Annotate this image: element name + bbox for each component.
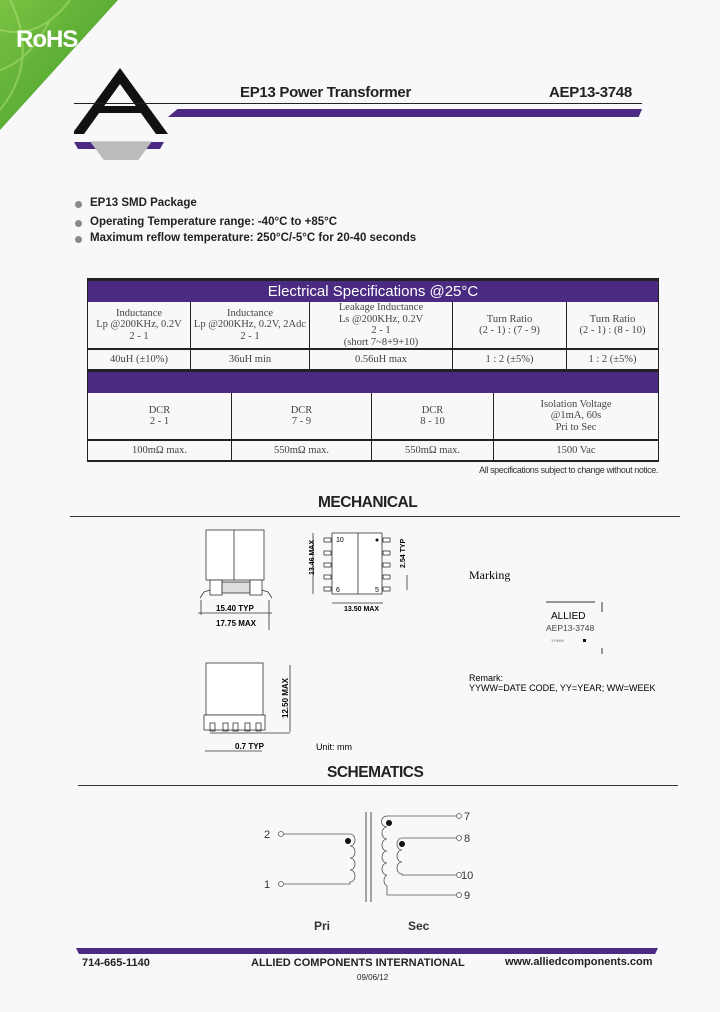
svg-text:Pri: Pri bbox=[314, 919, 331, 933]
table-cell: 36uH min bbox=[191, 349, 310, 370]
table-header-cell: Leakage Inductance Ls @200KHz, 0.2V 2 - 1 (short 7~8+9+10) bbox=[310, 302, 453, 349]
svg-text:9: 9 bbox=[464, 890, 471, 902]
table-cell: 1 : 2 (±5%) bbox=[453, 349, 567, 370]
polarity-dot-icon bbox=[386, 820, 392, 826]
footer-purple-bar bbox=[76, 948, 658, 954]
table-header-cell: Isolation Voltage @1mA, 60s Pri to Sec bbox=[494, 393, 659, 440]
feature-item: Maximum reflow temperature: 250°C/-5°C for 20-40 seconds bbox=[90, 232, 417, 244]
document-title: EP13 Power Transformer bbox=[240, 84, 411, 101]
svg-text:7: 7 bbox=[464, 811, 471, 823]
table-cell: 550mΩ max. bbox=[232, 440, 372, 461]
svg-text:Marking: Marking bbox=[469, 568, 511, 582]
top-view-drawing bbox=[313, 533, 407, 603]
rohs-label: RoHS bbox=[16, 26, 78, 53]
table-cell: 1 : 2 (±5%) bbox=[567, 349, 659, 370]
table-cell: 550mΩ max. bbox=[372, 440, 494, 461]
schematics-heading: SCHEMATICS bbox=[327, 764, 424, 781]
svg-text:13.46 MAX: 13.46 MAX bbox=[309, 539, 316, 575]
polarity-dot-icon bbox=[345, 838, 351, 844]
svg-text:17.75 MAX: 17.75 MAX bbox=[216, 619, 257, 628]
table-header-cell: Inductance Lp @200KHz, 0.2V, 2Adc 2 - 1 bbox=[191, 302, 310, 349]
svg-text:Remark:: Remark: bbox=[469, 673, 504, 683]
svg-text:10: 10 bbox=[461, 870, 474, 882]
svg-text:10: 10 bbox=[336, 537, 344, 544]
svg-text:8: 8 bbox=[464, 833, 471, 845]
table-header-cell: Inductance Lp @200KHz, 0.2V 2 - 1 bbox=[88, 302, 191, 349]
footer-phone: 714-665-1140 bbox=[82, 957, 150, 969]
footer-company: ALLIED COMPONENTS INTERNATIONAL bbox=[251, 957, 465, 969]
svg-text:ALLIED: ALLIED bbox=[551, 611, 586, 622]
svg-text:AEP13-3748: AEP13-3748 bbox=[546, 623, 595, 633]
svg-text:13.50 MAX: 13.50 MAX bbox=[344, 606, 380, 613]
svg-text:2: 2 bbox=[264, 829, 271, 841]
section-rule bbox=[78, 785, 678, 786]
table-cell: 1500 Vac bbox=[494, 440, 659, 461]
front-view-drawing bbox=[204, 663, 290, 751]
footer-date: 09/06/12 bbox=[357, 973, 389, 982]
spec-note: All specifications subject to change without notice. bbox=[479, 465, 658, 475]
svg-text:0.7 TYP: 0.7 TYP bbox=[235, 742, 264, 751]
table-header-cell: DCR 7 - 9 bbox=[232, 393, 372, 440]
svg-text:YYWW=DATE CODE, YY=YEAR; WW=WE: YYWW=DATE CODE, YY=YEAR; WW=WEEK bbox=[469, 683, 656, 693]
svg-text:1: 1 bbox=[264, 879, 271, 891]
table-title: Electrical Specifications @25°C bbox=[88, 280, 659, 303]
svg-text:Unit: mm: Unit: mm bbox=[316, 742, 352, 752]
footer-website[interactable]: www.alliedcomponents.com bbox=[505, 956, 653, 968]
svg-text:2.54 TYP: 2.54 TYP bbox=[400, 538, 407, 568]
transformer-schematic bbox=[279, 812, 462, 902]
marking-diagram bbox=[469, 568, 655, 693]
polarity-dot-icon bbox=[399, 841, 405, 847]
table-header-cell: DCR 8 - 10 bbox=[372, 393, 494, 440]
table-cell: 0.56uH max bbox=[310, 349, 453, 370]
table-header-cell: DCR 2 - 1 bbox=[88, 393, 232, 440]
table-header-cell: Turn Ratio (2 - 1) : (8 - 10) bbox=[567, 302, 659, 349]
table-cell: 100mΩ max. bbox=[88, 440, 232, 461]
feature-item: Operating Temperature range: -40°C to +85°C bbox=[90, 216, 338, 228]
svg-text:YYWW: YYWW bbox=[551, 638, 564, 643]
svg-text:12.50 MAX: 12.50 MAX bbox=[281, 677, 290, 718]
table-cell: 40uH (±10%) bbox=[88, 349, 191, 370]
side-view-drawing bbox=[198, 530, 272, 630]
feature-item: EP13 SMD Package bbox=[90, 197, 197, 209]
table-header-cell: Turn Ratio (2 - 1) : (7 - 9) bbox=[453, 302, 567, 349]
mechanical-heading: MECHANICAL bbox=[318, 494, 418, 511]
svg-text:5: 5 bbox=[375, 587, 379, 594]
svg-text:15.40 TYP: 15.40 TYP bbox=[216, 604, 254, 613]
svg-text:Sec: Sec bbox=[408, 919, 430, 933]
svg-text:6: 6 bbox=[336, 587, 340, 594]
part-number: AEP13-3748 bbox=[549, 84, 632, 101]
